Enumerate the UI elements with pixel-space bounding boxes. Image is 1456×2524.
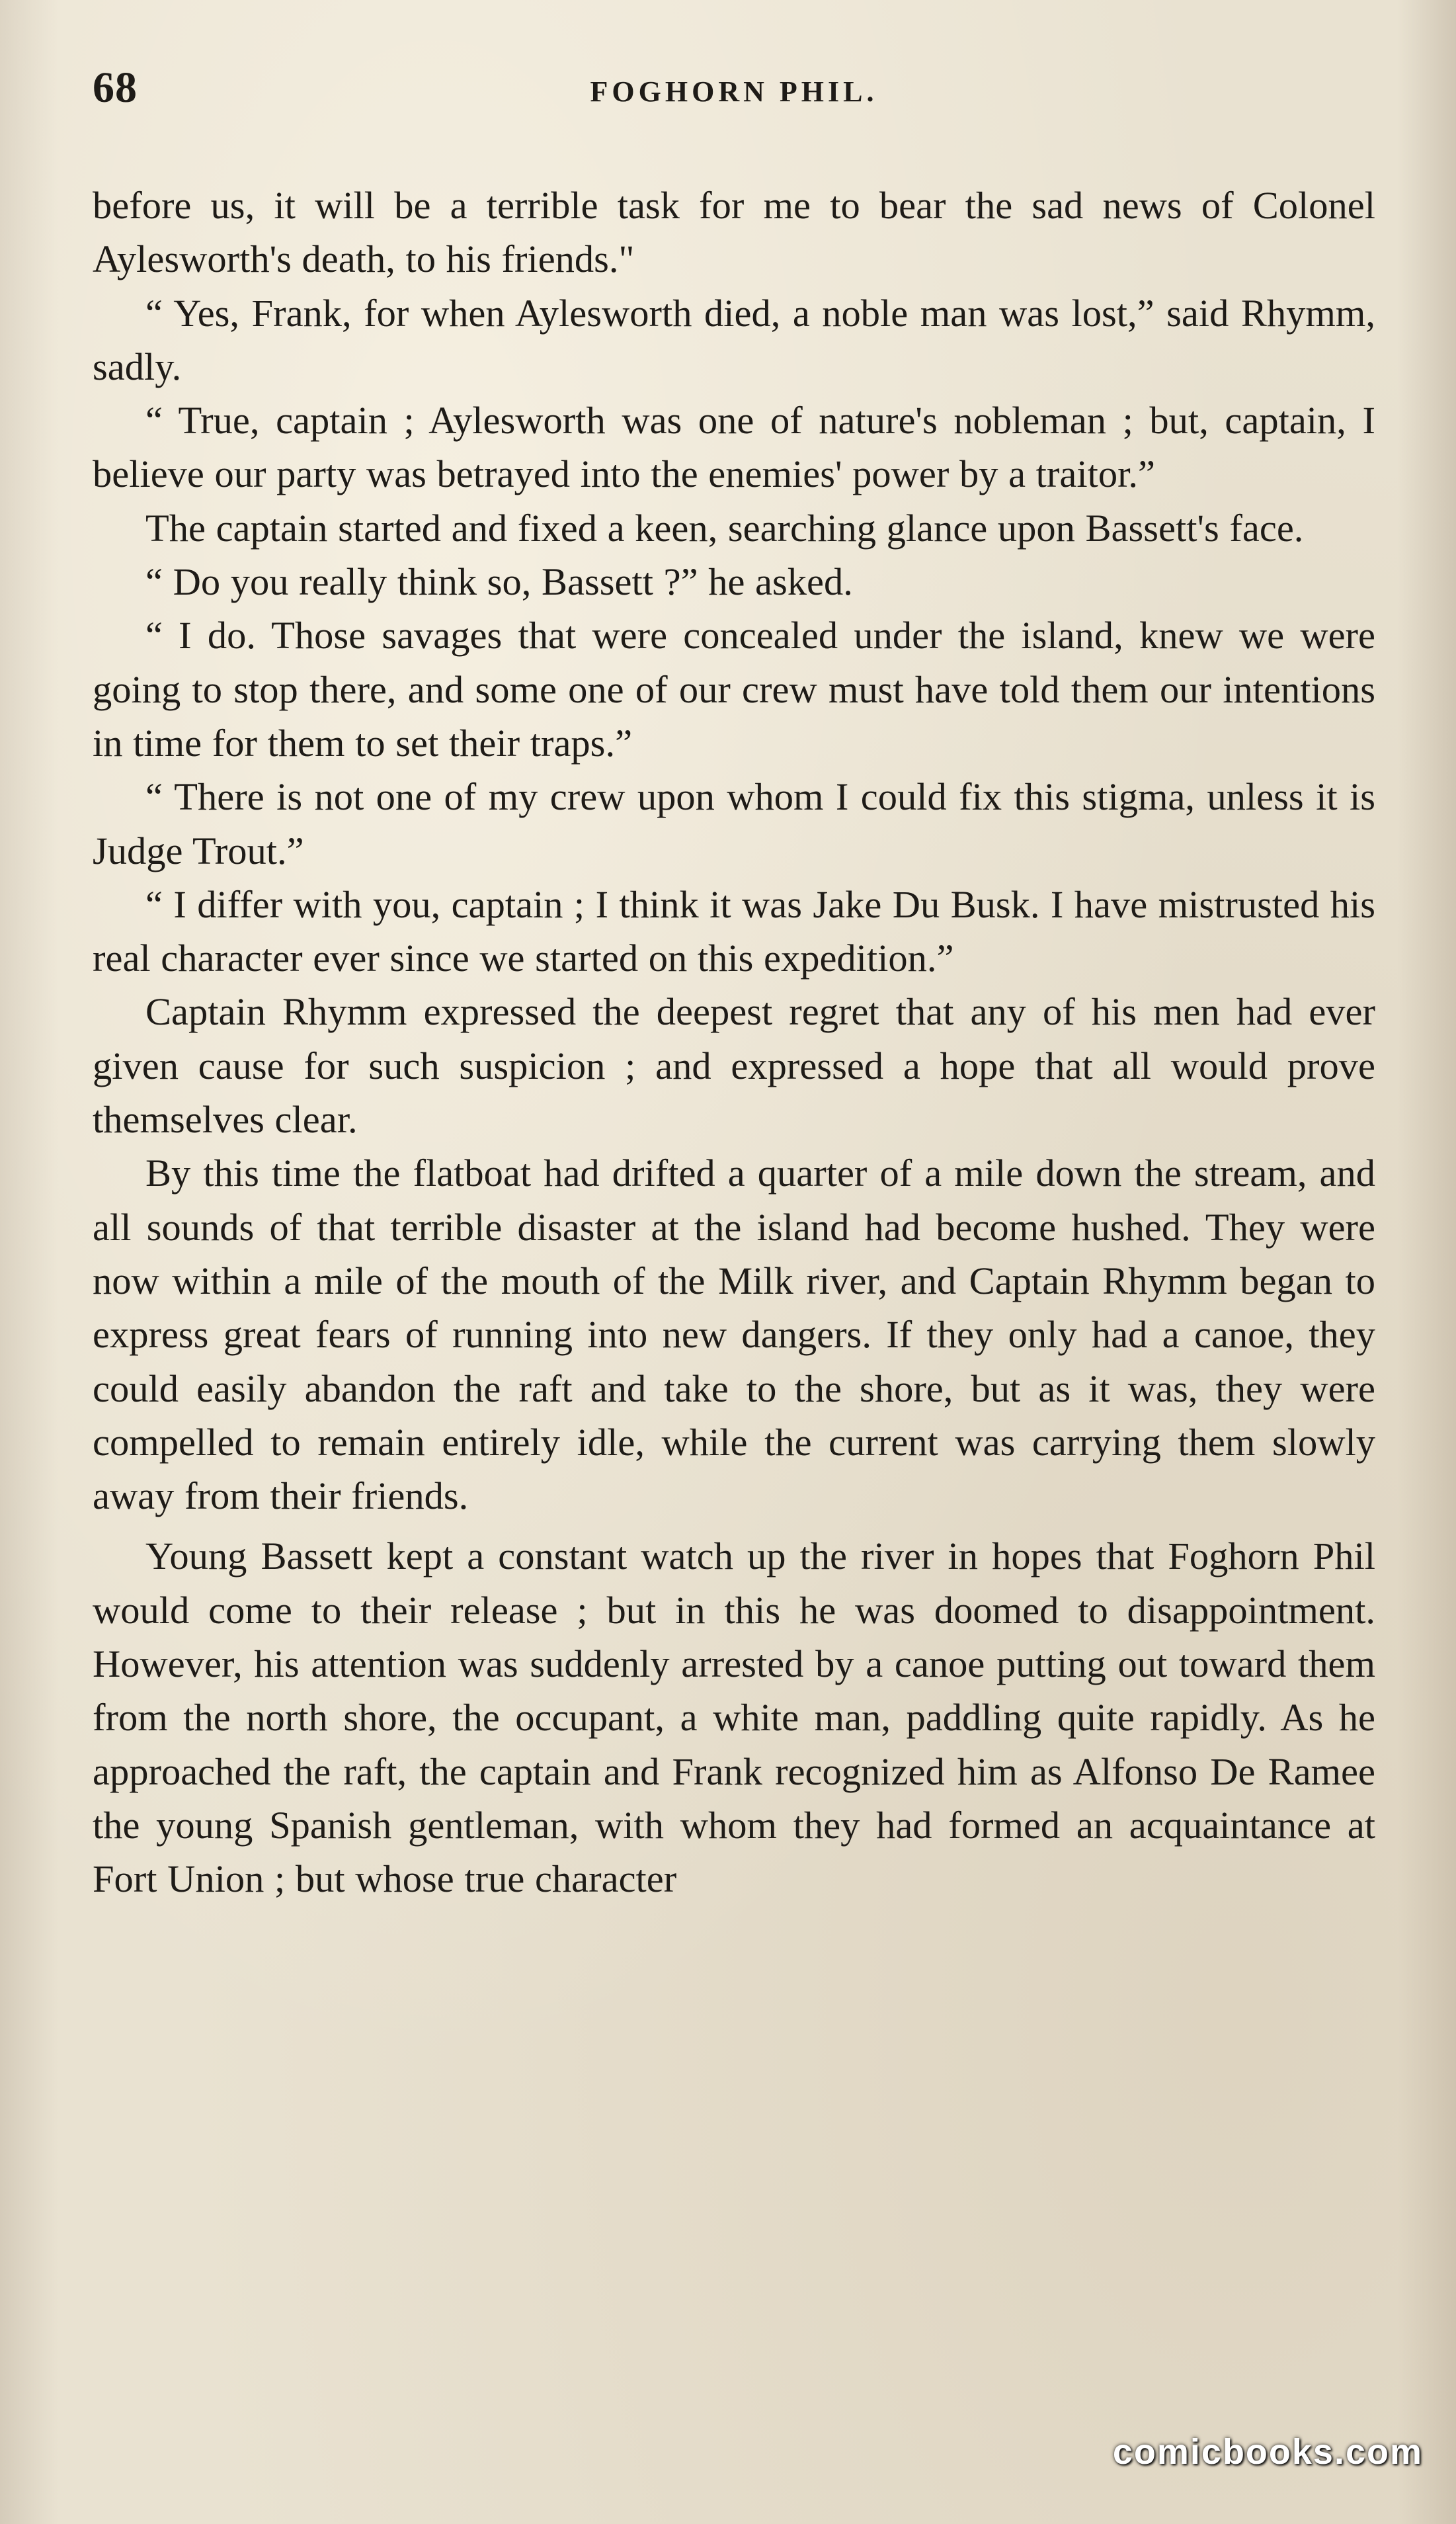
paragraph: Young Bassett kept a constant watch up the river in hopes that Foghorn Phil would come to their release ; but in this he was doomed to disappointment. However, his attention was suddenly arrested by a canoe putting out toward them from the north shore, the occupant, a white man, paddling quite rapidly. As he approached the raft, the captain and Frank recognized him as Alfonso De Ramee the young Spanish gentleman, with whom they had formed an acquaintance at Fort Union ; but whose true character [93, 1535, 1375, 1901]
paragraph: “ Yes, Frank, for when Aylesworth died, a noble man was lost,” said Rhymm, sadly. [93, 291, 1375, 388]
paragraph: “ Do you really think so, Bassett ?” he asked. [145, 560, 853, 604]
paragraph: The captain started and fixed a keen, searching glance upon Bassett's face. [145, 506, 1304, 550]
paragraph: “ True, captain ; Aylesworth was one of nature's nobleman ; but, captain, I believe our party was betrayed into the enemies' power by a traitor.” [93, 399, 1375, 496]
paragraph: before us, it will be a terrible task for me to bear the sad news of Colonel Aylesworth's death, to his friends." [93, 184, 1375, 281]
paragraph: “ I differ with you, captain ; I think it was Jake Du Busk. I have mistrusted his real character ever since we started on this expedition.” [93, 882, 1375, 980]
watermark: comicbooks.com [1112, 2432, 1423, 2472]
page-header [93, 63, 1375, 129]
running-head: FOGHORN PHIL. [590, 75, 878, 108]
body-text [93, 179, 1375, 1906]
paragraph: “ There is not one of my crew upon whom I could fix this stigma, unless it is Judge Trout.” [93, 775, 1375, 872]
paragraph: Captain Rhymm expressed the deepest regret that any of his men had ever given cause for such suspicion ; and expressed a hope that all would prove themselves clear. [93, 990, 1375, 1142]
paragraph: “ I do. Those savages that were concealed under the island, knew we were going to stop there, and some one of our crew must have told them our intentions in time for them to set their traps.” [93, 614, 1375, 765]
page-number: 68 [93, 63, 138, 112]
paragraph: By this time the flatboat had drifted a quarter of a mile down the stream, and all sounds of that terrible disaster at the island had become hushed. They were now within a mile of the mouth of the Milk river, and Captain Rhymm began to express great fears of running into new dangers. If they only had a canoe, they could easily abandon the raft and take to the shore, but as it was, they were compelled to remain entirely idle, while the current was carrying them slowly away from their friends. [93, 1152, 1375, 1518]
